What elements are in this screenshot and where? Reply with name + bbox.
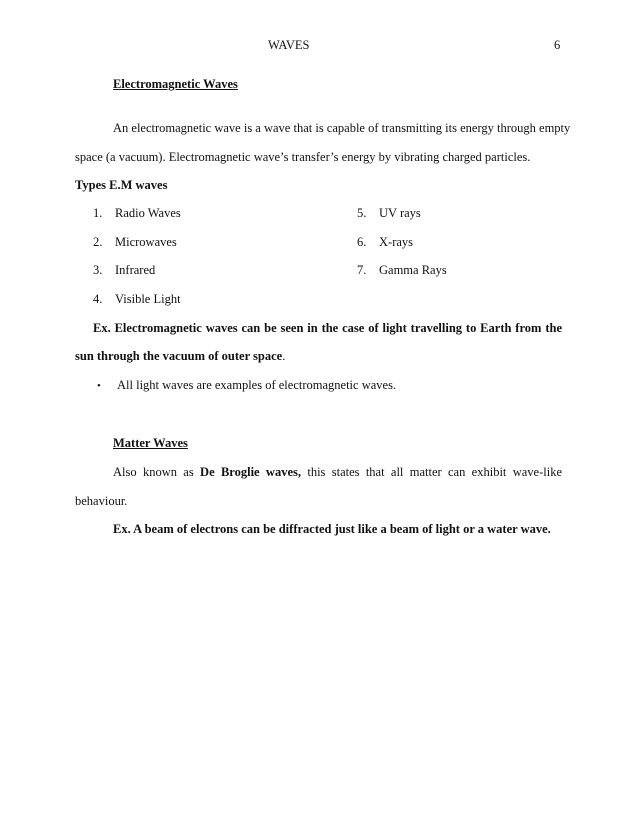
- em-example-line-1: Ex. Electromagnetic waves can be seen in the case of light travelling to Earth from the: [93, 321, 562, 335]
- section-heading-matter-waves: Matter Waves: [113, 436, 188, 450]
- matter-paragraph-post: this states that all matter can exhibit wave-like: [301, 465, 562, 479]
- em-paragraph-line-2: space (a vacuum). Electromagnetic wave’s transfer’s energy by vibrating charged particles.: [75, 150, 531, 164]
- list-item-number: 7.: [357, 263, 367, 277]
- list-item-number: 4.: [93, 292, 103, 306]
- list-item-number: 5.: [357, 206, 367, 220]
- bullet-text: All light waves are examples of electromagnetic waves.: [117, 378, 397, 392]
- bullet-item: [97, 378, 101, 393]
- list-item-label: UV rays: [379, 206, 421, 220]
- list-item-label: X-rays: [379, 235, 414, 249]
- matter-paragraph-pre: Also known as: [113, 465, 201, 479]
- list-item: [357, 263, 447, 278]
- list-item-number: 2.: [93, 235, 103, 249]
- list-item-label: Radio Waves: [115, 206, 181, 220]
- list-item-label: Gamma Rays: [379, 263, 447, 277]
- running-header-title: WAVES: [268, 38, 310, 52]
- list-item-number: 3.: [93, 263, 103, 277]
- em-example-line-2-bold: sun through the vacuum of outer space: [75, 349, 283, 363]
- list-item: [93, 235, 177, 250]
- section-heading-electromagnetic-waves: Electromagnetic Waves: [113, 77, 238, 91]
- list-item: [357, 235, 413, 250]
- list-item: [93, 263, 155, 278]
- list-item: [93, 292, 181, 307]
- matter-paragraph-line-1: [113, 465, 562, 480]
- bullet-icon: •: [97, 380, 101, 392]
- list-item: [93, 206, 181, 221]
- matter-paragraph-line-2: behaviour.: [75, 494, 128, 508]
- em-paragraph-line-1: An electromagnetic wave is a wave that is capable of transmitting its energy through empty: [113, 121, 571, 135]
- page-number: 6: [554, 38, 561, 52]
- matter-example: Ex. A beam of electrons can be diffracted just like a beam of light or a water wave.: [113, 522, 551, 536]
- list-item-label: Infrared: [115, 263, 156, 277]
- list-item: [357, 206, 421, 221]
- list-item-label: Microwaves: [115, 235, 177, 249]
- list-item-label: Visible Light: [115, 292, 181, 306]
- types-heading: Types E.M waves: [75, 178, 168, 192]
- em-example-line-2: [75, 349, 285, 364]
- list-item-number: 6.: [357, 235, 367, 249]
- matter-paragraph-bold-term: De Broglie waves,: [200, 465, 302, 479]
- list-item-number: 1.: [93, 206, 103, 220]
- em-example-line-2-period: .: [282, 349, 286, 363]
